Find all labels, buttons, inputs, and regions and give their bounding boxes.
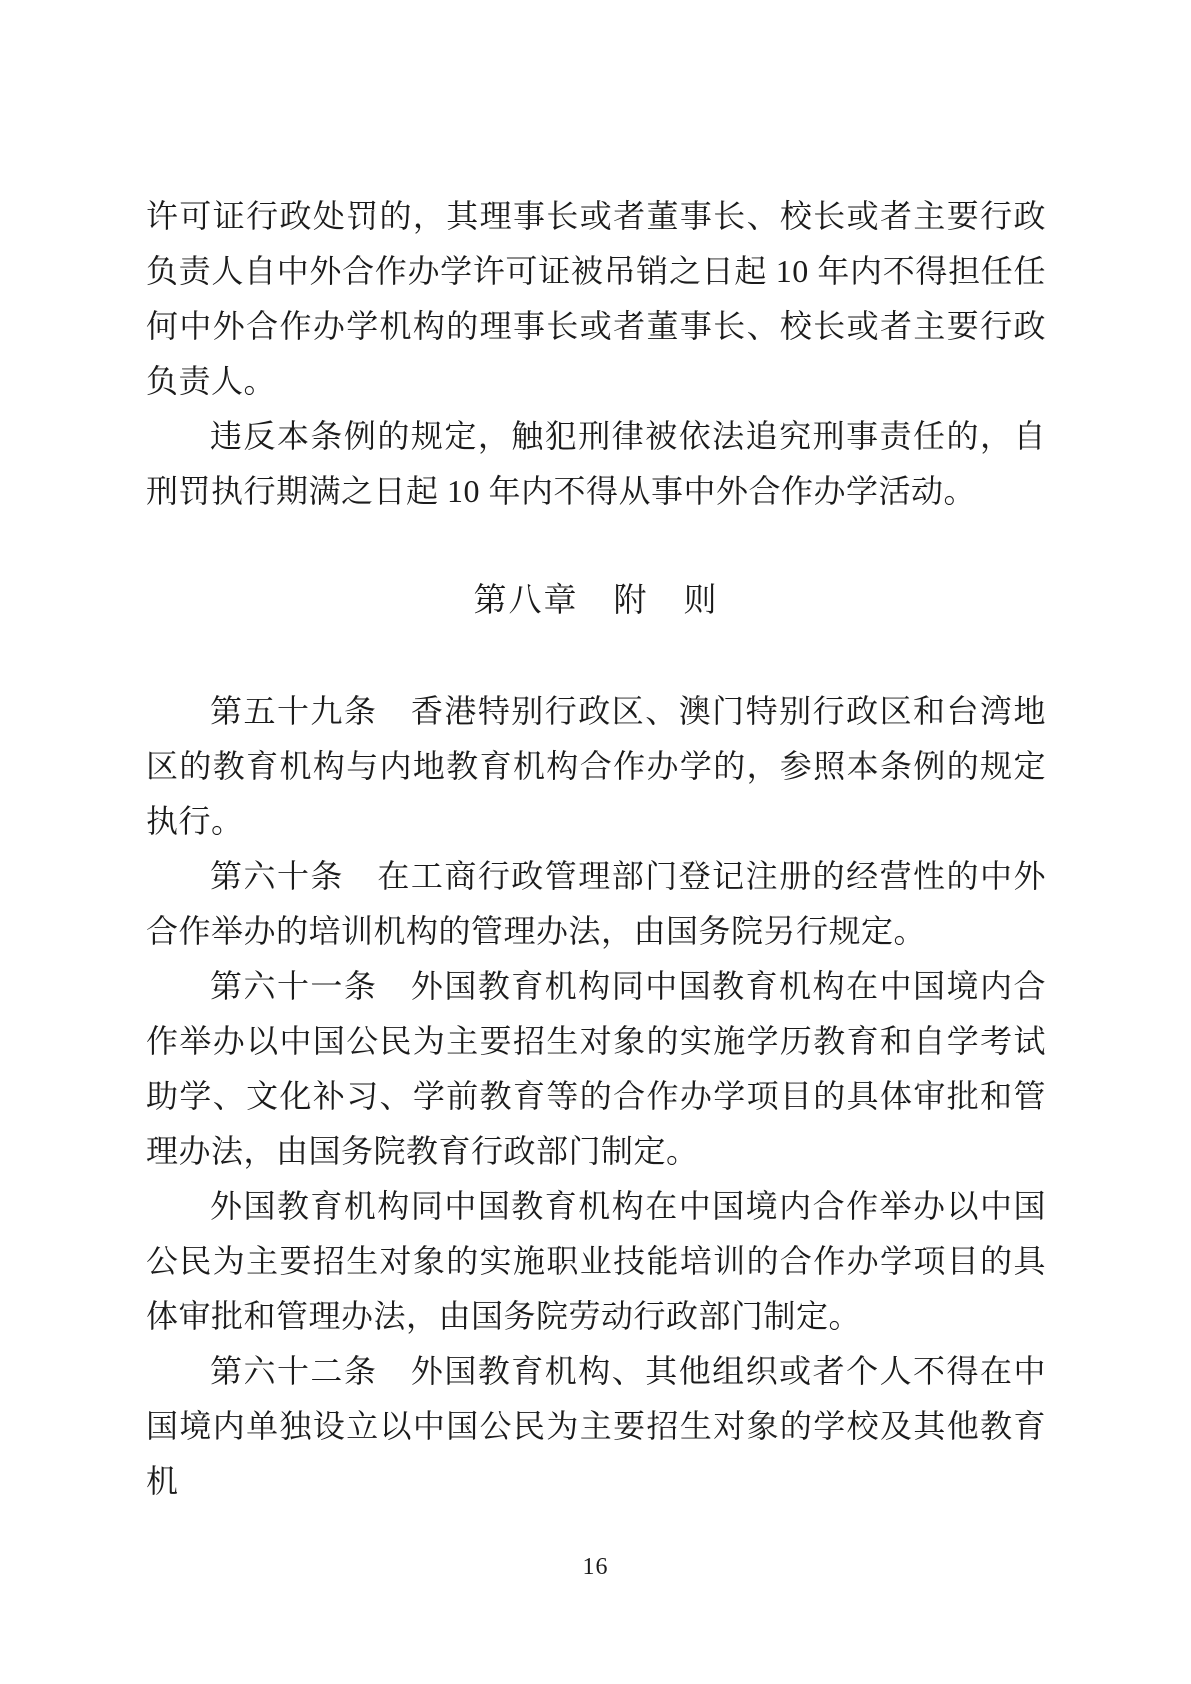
chapter-8-heading: 第八章 附 则 bbox=[473, 583, 719, 619]
criminal-liability-paragraph: 违反本条例的规定，触犯刑律被依法追究刑事责任的，自刑罚执行期满之日起 10 年内不得从事中外合作办学活动。 bbox=[146, 418, 1046, 509]
article-60-paragraph: 第六十条 在工商行政管理部门登记注册的经营性的中外合作举办的培训机构的管理办法，由国务院另行规定。 bbox=[146, 858, 1046, 949]
continuation-paragraph: 许可证行政处罚的，其理事长或者董事长、校长或者主要行政负责人自中外合作办学许可证被吊销之日起 10 年内不得担任任何中外合作办学机构的理事长或者董事长、校长或者主要行政负责人。 bbox=[146, 198, 1046, 399]
document-body bbox=[146, 189, 1046, 1509]
article-62-paragraph: 第六十二条 外国教育机构、其他组织或者个人不得在中国境内单独设立以中国公民为主要招生对象的学校及其他教育机 bbox=[146, 1353, 1046, 1499]
article-61-clause-1-paragraph: 第六十一条 外国教育机构同中国教育机构在中国境内合作举办以中国公民为主要招生对象的实施学历教育和自学考试助学、文化补习、学前教育等的合作办学项目的具体审批和管理办法，由国务院教育行政部门制定。 bbox=[146, 968, 1046, 1169]
page-number: 16 bbox=[582, 1554, 609, 1580]
article-59-paragraph: 第五十九条 香港特别行政区、澳门特别行政区和台湾地区的教育机构与内地教育机构合作办学的，参照本条例的规定执行。 bbox=[146, 693, 1046, 839]
article-61-clause-2-paragraph: 外国教育机构同中国教育机构在中国境内合作举办以中国公民为主要招生对象的实施职业技能培训的合作办学项目的具体审批和管理办法，由国务院劳动行政部门制定。 bbox=[146, 1188, 1046, 1334]
